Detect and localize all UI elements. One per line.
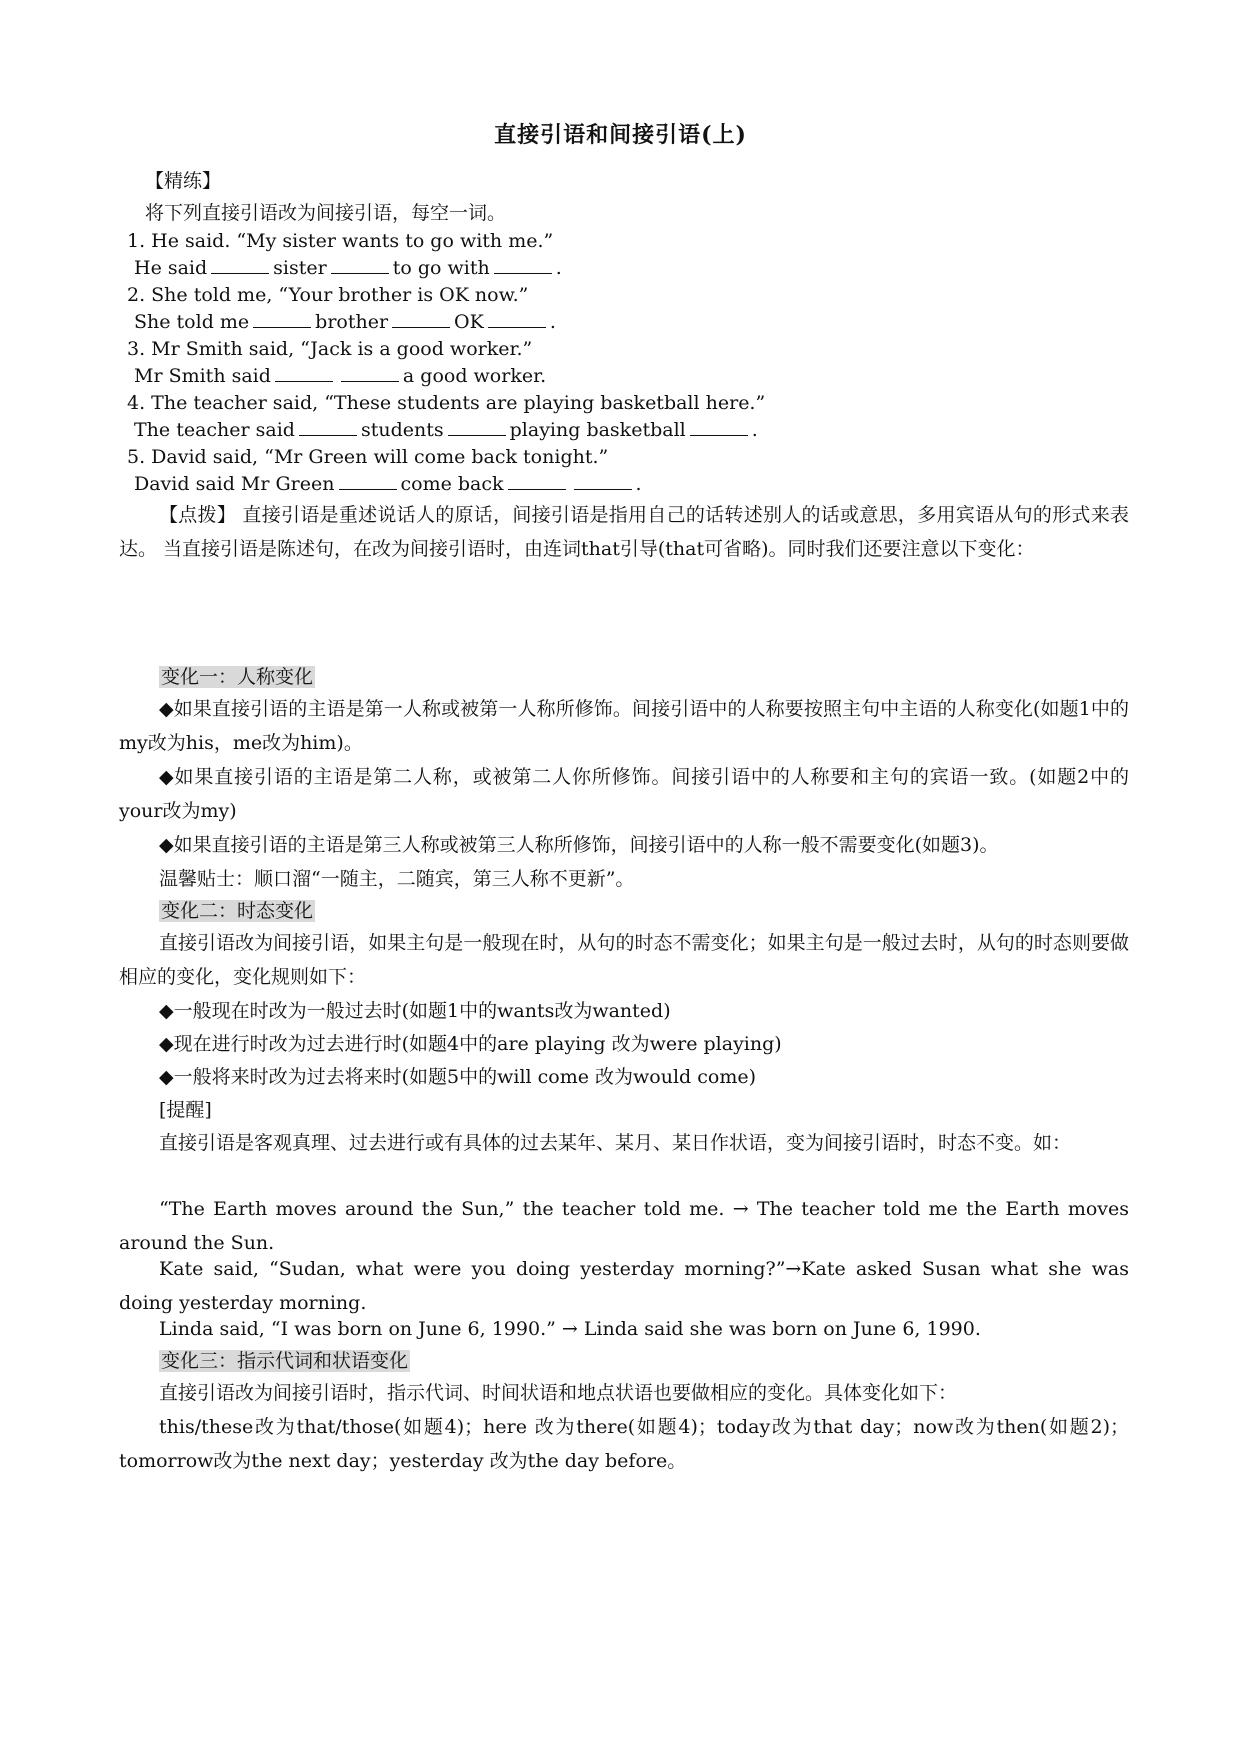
tips-intro: 【点拨】 直接引语是重述说话人的原话，间接引语是指用自己的话转述别人的话或意思，多用宾语从句的形式来表达。 当直接引语是陈述句，在改为间接引语时，由连词that引导(that可省略)。同时我们还要注意以下变化： [119,504,1129,560]
answer-text: brother [315,311,389,333]
answer-blank[interactable] [341,363,399,382]
answer-blank[interactable] [574,471,632,490]
answer-text: . [555,257,562,279]
answer-text: students [360,419,444,441]
answer-text: Mr Smith said [134,365,271,387]
change2-bullet3: ◆一般将来时改为过去将来时(如题5中的will come 改为would come) [159,1066,756,1088]
change1-point1: ◆如果直接引语的主语是第一人称或被第一人称所修饰。间接引语中的人称要按照主句中主语的人称变化(如题1中的my改为his，me改为him)。 [119,698,1129,754]
answer-blank[interactable] [448,417,506,436]
change1-tip: 温馨贴士：顺口溜“一随主，二随宾，第三人称不更新”。 [159,868,635,890]
answer-blank[interactable] [211,255,269,274]
question-5: 5. David said, “Mr Green will come back tonight.” [127,446,609,468]
question-4: 4. The teacher said, “These students are playing basketball here.” [127,392,766,414]
answer-text: The teacher said [134,419,295,441]
answer-text: come back [400,473,504,495]
change1-title [159,664,315,690]
answer-text: a good worker. [402,365,547,387]
answer-4 [134,417,758,443]
section-highlight: 变化三：指示代词和状语变化 [161,1350,409,1372]
example-1: “The Earth moves around the Sun,” the teacher told me. → The teacher told me the Earth moves around the Sun. [119,1198,1129,1254]
answer-blank[interactable] [331,255,389,274]
answer-blank[interactable] [339,471,397,490]
reminder-paragraph: 直接引语是客观真理、过去进行或有具体的过去某年、某月、某日作状语，变为间接引语时，时态不变。如： [159,1132,1072,1154]
answer-blank[interactable] [299,417,357,436]
answer-text: He said [134,257,208,279]
answer-text: . [549,311,556,333]
section-highlight: 变化一：人称变化 [161,666,314,688]
answer-text: to go with [392,257,490,279]
answer-text: sister [273,257,327,279]
answer-blank[interactable] [253,309,311,328]
answer-1 [134,255,562,281]
change3-title [159,1348,410,1374]
reminder-title: [提醒] [159,1099,212,1121]
answer-text: OK [454,311,484,333]
answer-text: David said Mr Green [134,473,335,495]
answer-text: . [751,419,758,441]
change3-paragraph: 直接引语改为间接引语时，指示代词、时间状语和地点状语也要做相应的变化。具体变化如下： [159,1382,958,1404]
question-3: 3. Mr Smith said, “Jack is a good worker.” [127,338,533,360]
answer-blank[interactable] [275,363,333,382]
change1-point2: ◆如果直接引语的主语是第二人称，或被第二人你所修饰。间接引语中的人称要和主句的宾语一致。(如题2中的your改为my) [119,766,1129,822]
answer-2 [134,309,556,335]
page-title: 直接引语和间接引语(上) [494,122,747,148]
answer-text: She told me [134,311,250,333]
change1-point3: ◆如果直接引语的主语是第三人称或被第三人称所修饰，间接引语中的人称一般不需要变化(如题3)。 [159,834,999,856]
practice-instruction: 将下列直接引语改为间接引语，每空一词。 [145,202,507,224]
question-2: 2. She told me, “Your brother is OK now.” [127,284,529,306]
change2-bullet1: ◆一般现在时改为一般过去时(如题1中的wants改为wanted) [159,1000,671,1022]
answer-blank[interactable] [488,309,546,328]
answer-3 [134,363,546,389]
answer-text: . [635,473,642,495]
answer-blank[interactable] [494,255,552,274]
example-3: Linda said, “I was born on June 6, 1990.” → Linda said she was born on June 6, 1990. [159,1318,981,1340]
change2-bullet2: ◆现在进行时改为过去进行时(如题4中的are playing 改为were playing) [159,1033,782,1055]
answer-text: playing basketball [509,419,686,441]
change2-paragraph: 直接引语改为间接引语，如果主句是一般现在时，从句的时态不需变化；如果主句是一般过去时，从句的时态则要做相应的变化，变化规则如下： [119,932,1129,988]
section-highlight: 变化二：时态变化 [161,900,314,922]
change2-title [159,898,315,924]
example-2: Kate said, “Sudan, what were you doing yesterday morning?”→Kate asked Susan what she was doing yesterday morning. [119,1258,1129,1314]
practice-heading: 【精练】 [145,170,222,192]
change3-rules: this/these改为that/those(如题4)；here 改为there(如题4)；today改为that day；now改为then(如题2)；tomorrow改为the next day；yesterday 改为the day before。 [119,1416,1129,1472]
answer-blank[interactable] [690,417,748,436]
answer-blank[interactable] [508,471,566,490]
answer-5 [134,471,642,497]
question-1: 1. He said. “My sister wants to go with me.” [127,230,554,252]
answer-blank[interactable] [392,309,450,328]
